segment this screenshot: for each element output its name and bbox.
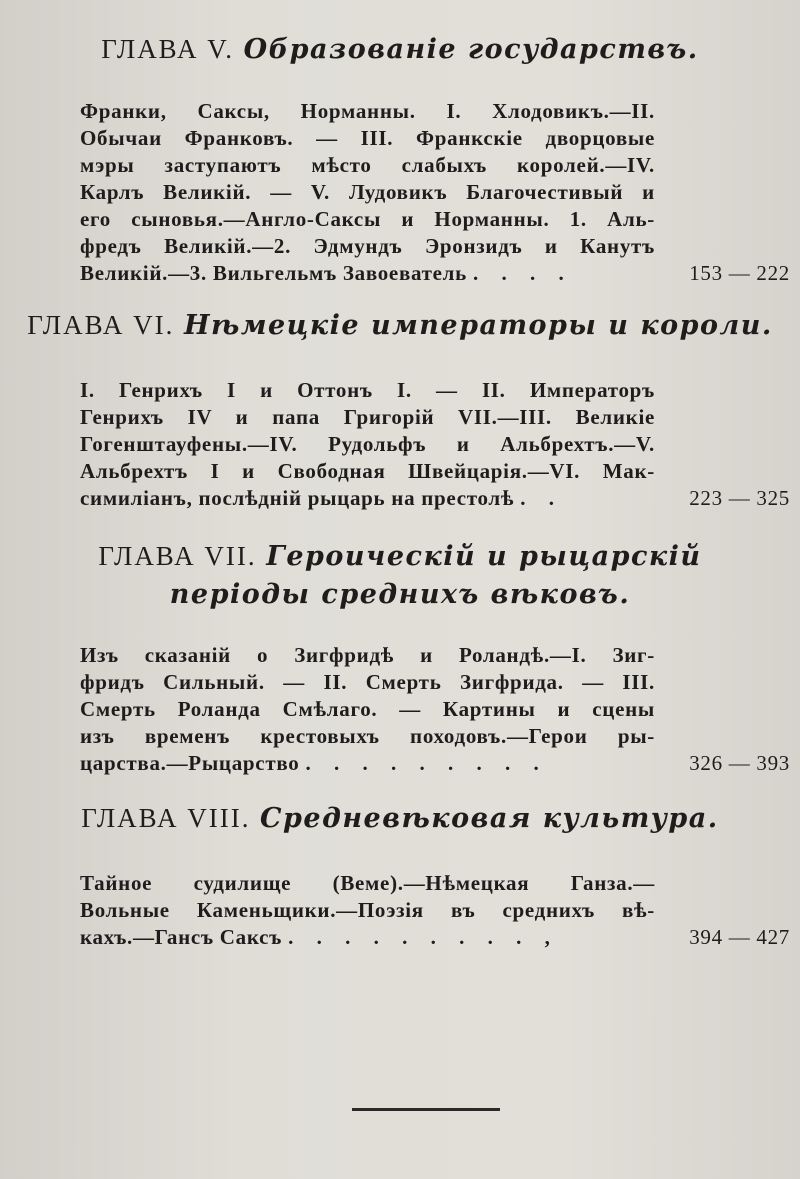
end-rule-divider xyxy=(352,1108,500,1111)
page-range: 223 — 325 xyxy=(689,486,790,510)
summary-line: Изъ сказаній о Зигфридѣ и Роландѣ.—I. Зиг- xyxy=(80,643,655,667)
chapter-number: ГЛАВА VIII. xyxy=(81,803,251,833)
summary-line: симиліанъ, послѣдній рыцарь на престолѣ xyxy=(80,486,515,510)
summary-line: Генрихъ IV и папа Григорій VII.—III. Великіе xyxy=(80,405,655,429)
chapter-title-line-2: періоды среднихъ вѣковъ. xyxy=(169,579,631,610)
summary-line: Карлъ Великій. — V. Лудовикъ Благочестивый и xyxy=(80,180,655,204)
summary-line: царства.—Рыцарство xyxy=(80,751,300,775)
dot-leader: . . . . . . . . . , xyxy=(288,925,559,949)
chapter-6-heading xyxy=(0,310,800,341)
page-range: 326 — 393 xyxy=(689,751,790,775)
summary-line: Обычаи Франковъ. — III. Франкскіе дворцовые xyxy=(80,126,655,150)
chapter-5-summary xyxy=(80,98,790,287)
chapter-number: ГЛАВА VII. xyxy=(98,541,257,571)
chapter-title: Героическій и рыцарскій xyxy=(266,541,702,572)
summary-line: фридъ Сильный. — II. Смерть Зигфрида. — III. xyxy=(80,670,655,694)
summary-line: Вольные Каменьщики.—Поэзія въ среднихъ вѣ- xyxy=(80,898,655,922)
summary-line: Смерть Роланда Смѣлаго. — Картины и сцены xyxy=(80,697,655,721)
dot-leader: . . . . . . . . . xyxy=(305,751,548,775)
summary-last-line xyxy=(80,750,790,777)
summary-line: фредъ Великій.—2. Эдмундъ Эронзидъ и Канутъ xyxy=(80,234,655,258)
chapter-title: Образованіе государствъ. xyxy=(243,34,699,65)
chapter-8-heading xyxy=(0,803,800,834)
summary-last-line xyxy=(80,485,790,512)
page-range: 394 — 427 xyxy=(689,925,790,949)
summary-line: Великій.—3. Вильгельмъ Завоеватель xyxy=(80,261,467,285)
chapter-8-summary xyxy=(80,870,790,951)
chapter-7-heading xyxy=(0,537,800,614)
chapter-title: Нѣмецкіе императоры и короли. xyxy=(183,310,773,341)
summary-line: Альбрехтъ I и Свободная Швейцарія.—VI. Мак- xyxy=(80,459,655,483)
chapter-number: ГЛАВА V. xyxy=(101,34,235,64)
chapter-5-heading xyxy=(0,34,800,65)
summary-line: Тайное судилище (Веме).—Нѣмецкая Ганза.— xyxy=(80,871,655,895)
summary-line: Гогенштауфены.—IV. Рудольфъ и Альбрехтъ.—V. xyxy=(80,432,655,456)
chapter-6-summary xyxy=(80,377,790,512)
summary-line: его сыновья.—Англо-Саксы и Норманны. 1. Аль- xyxy=(80,207,655,231)
dot-leader: . . . . xyxy=(472,261,573,285)
summary-line: I. Генрихъ I и Оттонъ I. — II. Императоръ xyxy=(80,378,655,402)
dot-leader: . . xyxy=(520,486,563,510)
summary-line: мэры заступаютъ мѣсто слабыхъ королей.—IV. xyxy=(80,153,655,177)
chapter-7-summary xyxy=(80,642,790,777)
page-range: 153 — 222 xyxy=(689,261,790,285)
chapter-title: Средневѣковая культура. xyxy=(260,803,719,834)
summary-line: Франки, Саксы, Норманны. I. Хлодовикъ.—II. xyxy=(80,99,655,123)
chapter-number: ГЛАВА VI. xyxy=(27,310,175,340)
summary-last-line xyxy=(80,924,790,951)
summary-line: кахъ.—Гансъ Саксъ xyxy=(80,925,283,949)
summary-line: изъ временъ крестовыхъ походовъ.—Герои ры- xyxy=(80,724,655,748)
summary-last-line xyxy=(80,260,790,287)
